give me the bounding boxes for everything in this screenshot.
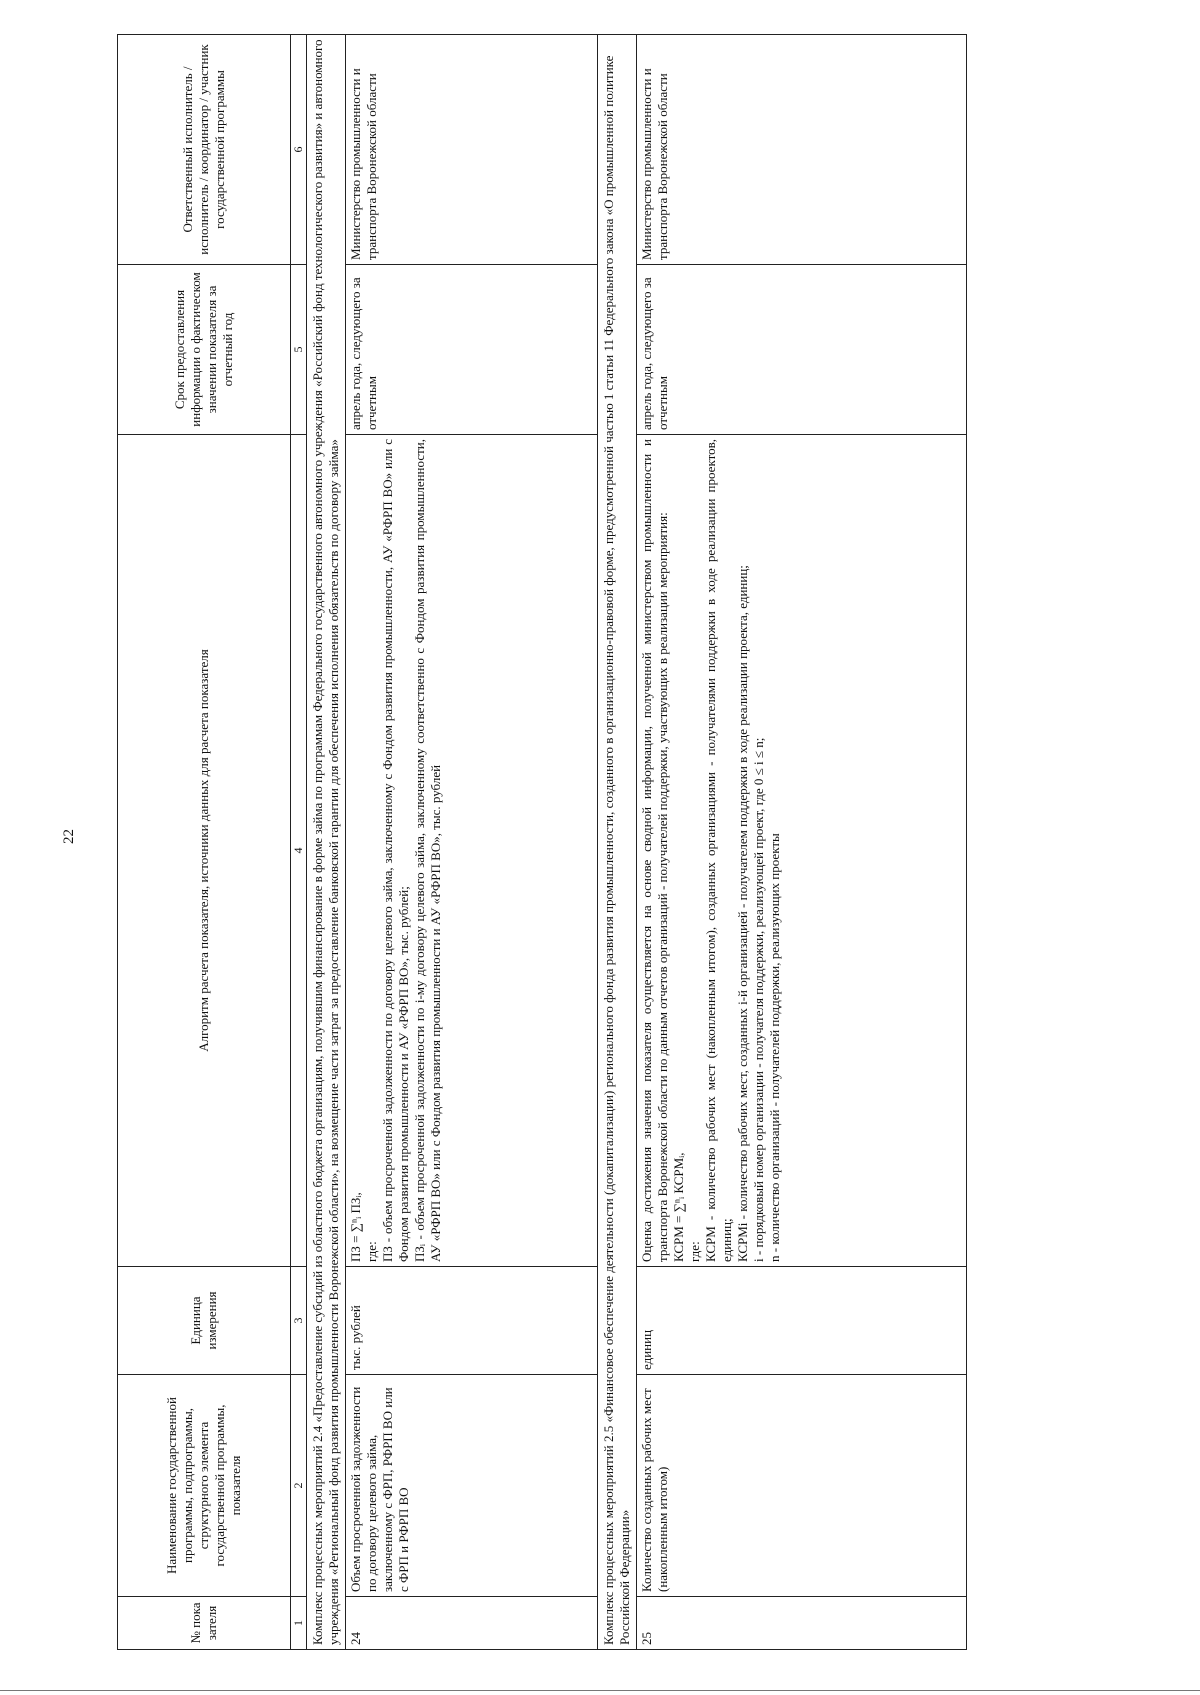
row-name: Объем просроченной задолженности по договору целевого займа, заключенному с ФРП, РФРП ВО или с ФРП и РФРП ВО [345,1375,597,1597]
column-number: 2 [291,1375,307,1597]
section-title-2-4: Комплекс процессных мероприятий 2.4 «Предоставление субсидий из областного бюджета организациям, получившим финансирование в форме займа по программам Федерального государственного автономного учреждения «Российский фонд технологического развития» и автономного учреждения «Региональный фонд развития промышленности Воронежской области», на возмещение части затрат за предоставление банковской гарантии для обеспечения исполнения обязательств по договору займа» [306,35,345,1650]
table-header-row [118,35,291,1650]
row-responsible: Министерство промышленности и транспорта Воронежской области [636,35,966,265]
column-number: 3 [291,1267,307,1375]
formula: КСРМ = ∑ⁿᵢ КСРМᵢ, [670,1152,686,1262]
column-number: 4 [291,435,307,1267]
section-row [597,35,636,1650]
row-unit: единиц [636,1267,966,1375]
header-algorithm: Алгоритм расчета показателя, источники данных для расчета показателя [118,435,291,1267]
row-name: Количество созданных рабочих мест (накопленным итогом) [636,1375,966,1597]
indicators-table [117,34,967,1650]
row-algorithm [345,435,597,1267]
header-responsible: Ответственный исполнитель / исполнитель / координатор / участник государственной программы [118,35,291,265]
header-deadline: Срок предоставления информации о фактическом значении показателя за отчетный год [118,265,291,435]
definition-line: КСРМi - количество рабочих мест, созданных i-й организацией - получателем поддержки в ходе реализации проекта, единиц; [734,565,750,1262]
definition-line: n - количество организаций - получателей поддержки, реализующих проекты [766,833,782,1262]
table-row [636,35,966,1650]
column-number: 6 [291,35,307,265]
section-row [306,35,345,1650]
where-label: где: [686,1241,702,1262]
definition-line: КСРМ - количество рабочих мест (накопленным итогом), созданных организациями - получателями поддержки в ходе реализации проектов, единиц; [702,439,734,1262]
header-name: Наименование государственной программы, подпрограммы, структурного элемента государственной программы, показателя [118,1375,291,1597]
row-num: 25 [636,1597,966,1650]
where-label: где: [363,1241,379,1262]
row-deadline: апрель года, следующего за отчетным [636,265,966,435]
table-row [345,35,597,1650]
intro-text: Оценка достижения значения показателя осуществляется на основе сводной информации, полученной министерством промышленности и транспорта Воронежской области по данным отчетов организаций - получателей поддержки, участвующих в реализации мероприятия: [638,439,670,1262]
page-number: 22 [61,829,77,844]
formula: ПЗ = ∑ⁿᵢ ПЗᵢ, [347,1192,363,1262]
definition-line: ПЗᵢ - объем просроченной задолженности по i-му договору целевого займа, заключенному соответственно с Фондом развития промышленности, АУ «РФРП ВО» или с Фондом развития промышленности и АУ «РФРП ВО», тыс. рублей [411,439,443,1262]
header-num: № пока зателя [118,1597,291,1650]
column-number: 5 [291,265,307,435]
column-number: 1 [291,1597,307,1650]
column-number-row [291,35,307,1650]
section-title-2-5: Комплекс процессных мероприятий 2.5 «Финансовое обеспечение деятельности (докапитализации) регионального фонда развития промышленности, созданного в организационно-правовой форме, предусмотренной частью 1 статьи 11 Федерального закона «О промышленной политике Российской Федерации» [597,35,636,1650]
row-num: 24 [345,1597,597,1650]
row-deadline: апрель года, следующего за отчетным [345,265,597,435]
bottom-rule [0,1690,1200,1691]
row-unit: тыс. рублей [345,1267,597,1375]
rotated-page [117,35,1082,1650]
definition-line: i - порядковый номер организации - получателя поддержки, реализующей проект, где 0 ≤ i ≤ n; [750,737,766,1262]
definition-line: ПЗ - объем просроченной задолженности по договору целевого займа, заключенному с Фондом развития промышленности, АУ «РФРП ВО» или с Фондом развития промышленности и АУ «РФРП ВО», тыс. рублей; [379,439,411,1262]
row-algorithm [636,435,966,1267]
header-unit: Единица измерения [118,1267,291,1375]
row-responsible: Министерство промышленности и транспорта Воронежской области [345,35,597,265]
